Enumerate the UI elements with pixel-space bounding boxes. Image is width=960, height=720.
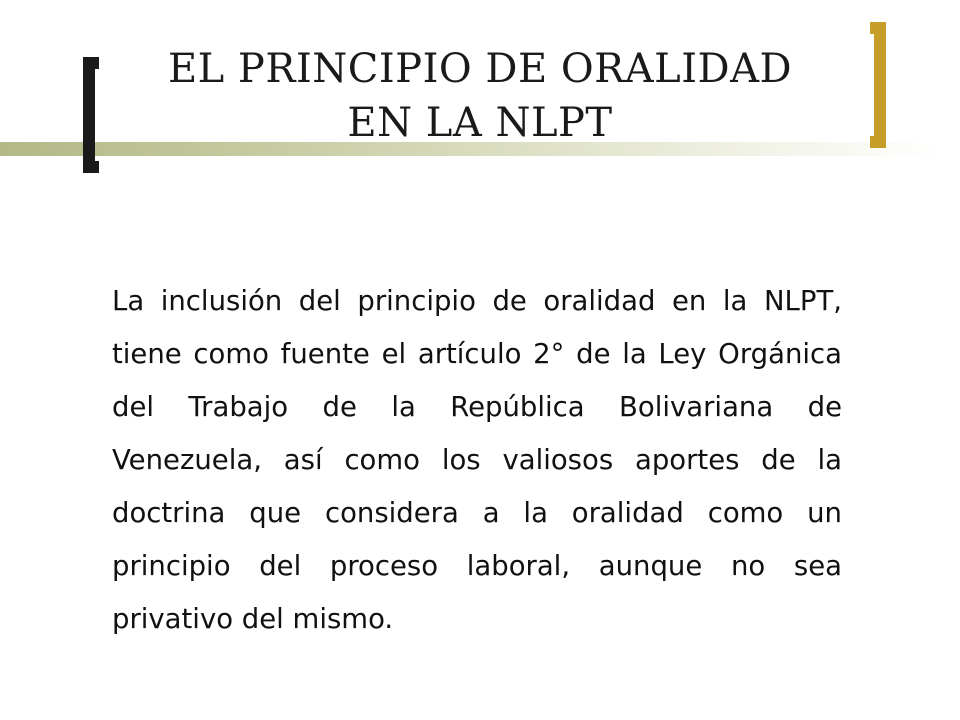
- slide-body-text: La inclusión del principio de oralidad en la NLPT, tiene como fuente el artículo 2° de la Ley Orgánica del Trabajo de la República Bolivariana de Venezuela, así como los valiosos aportes de la doctrina que considera a la oralidad como un principio del proceso laboral, aunque no sea privativo del mismo.: [112, 285, 842, 635]
- slide-title: [110, 42, 850, 150]
- slide-title-line-1: EL PRINCIPIO DE ORALIDAD: [167, 46, 793, 92]
- right-bracket-decoration: [870, 22, 886, 148]
- slide-title-line-2: EN LA NLPT: [347, 100, 613, 146]
- left-bracket-decoration: [83, 57, 99, 173]
